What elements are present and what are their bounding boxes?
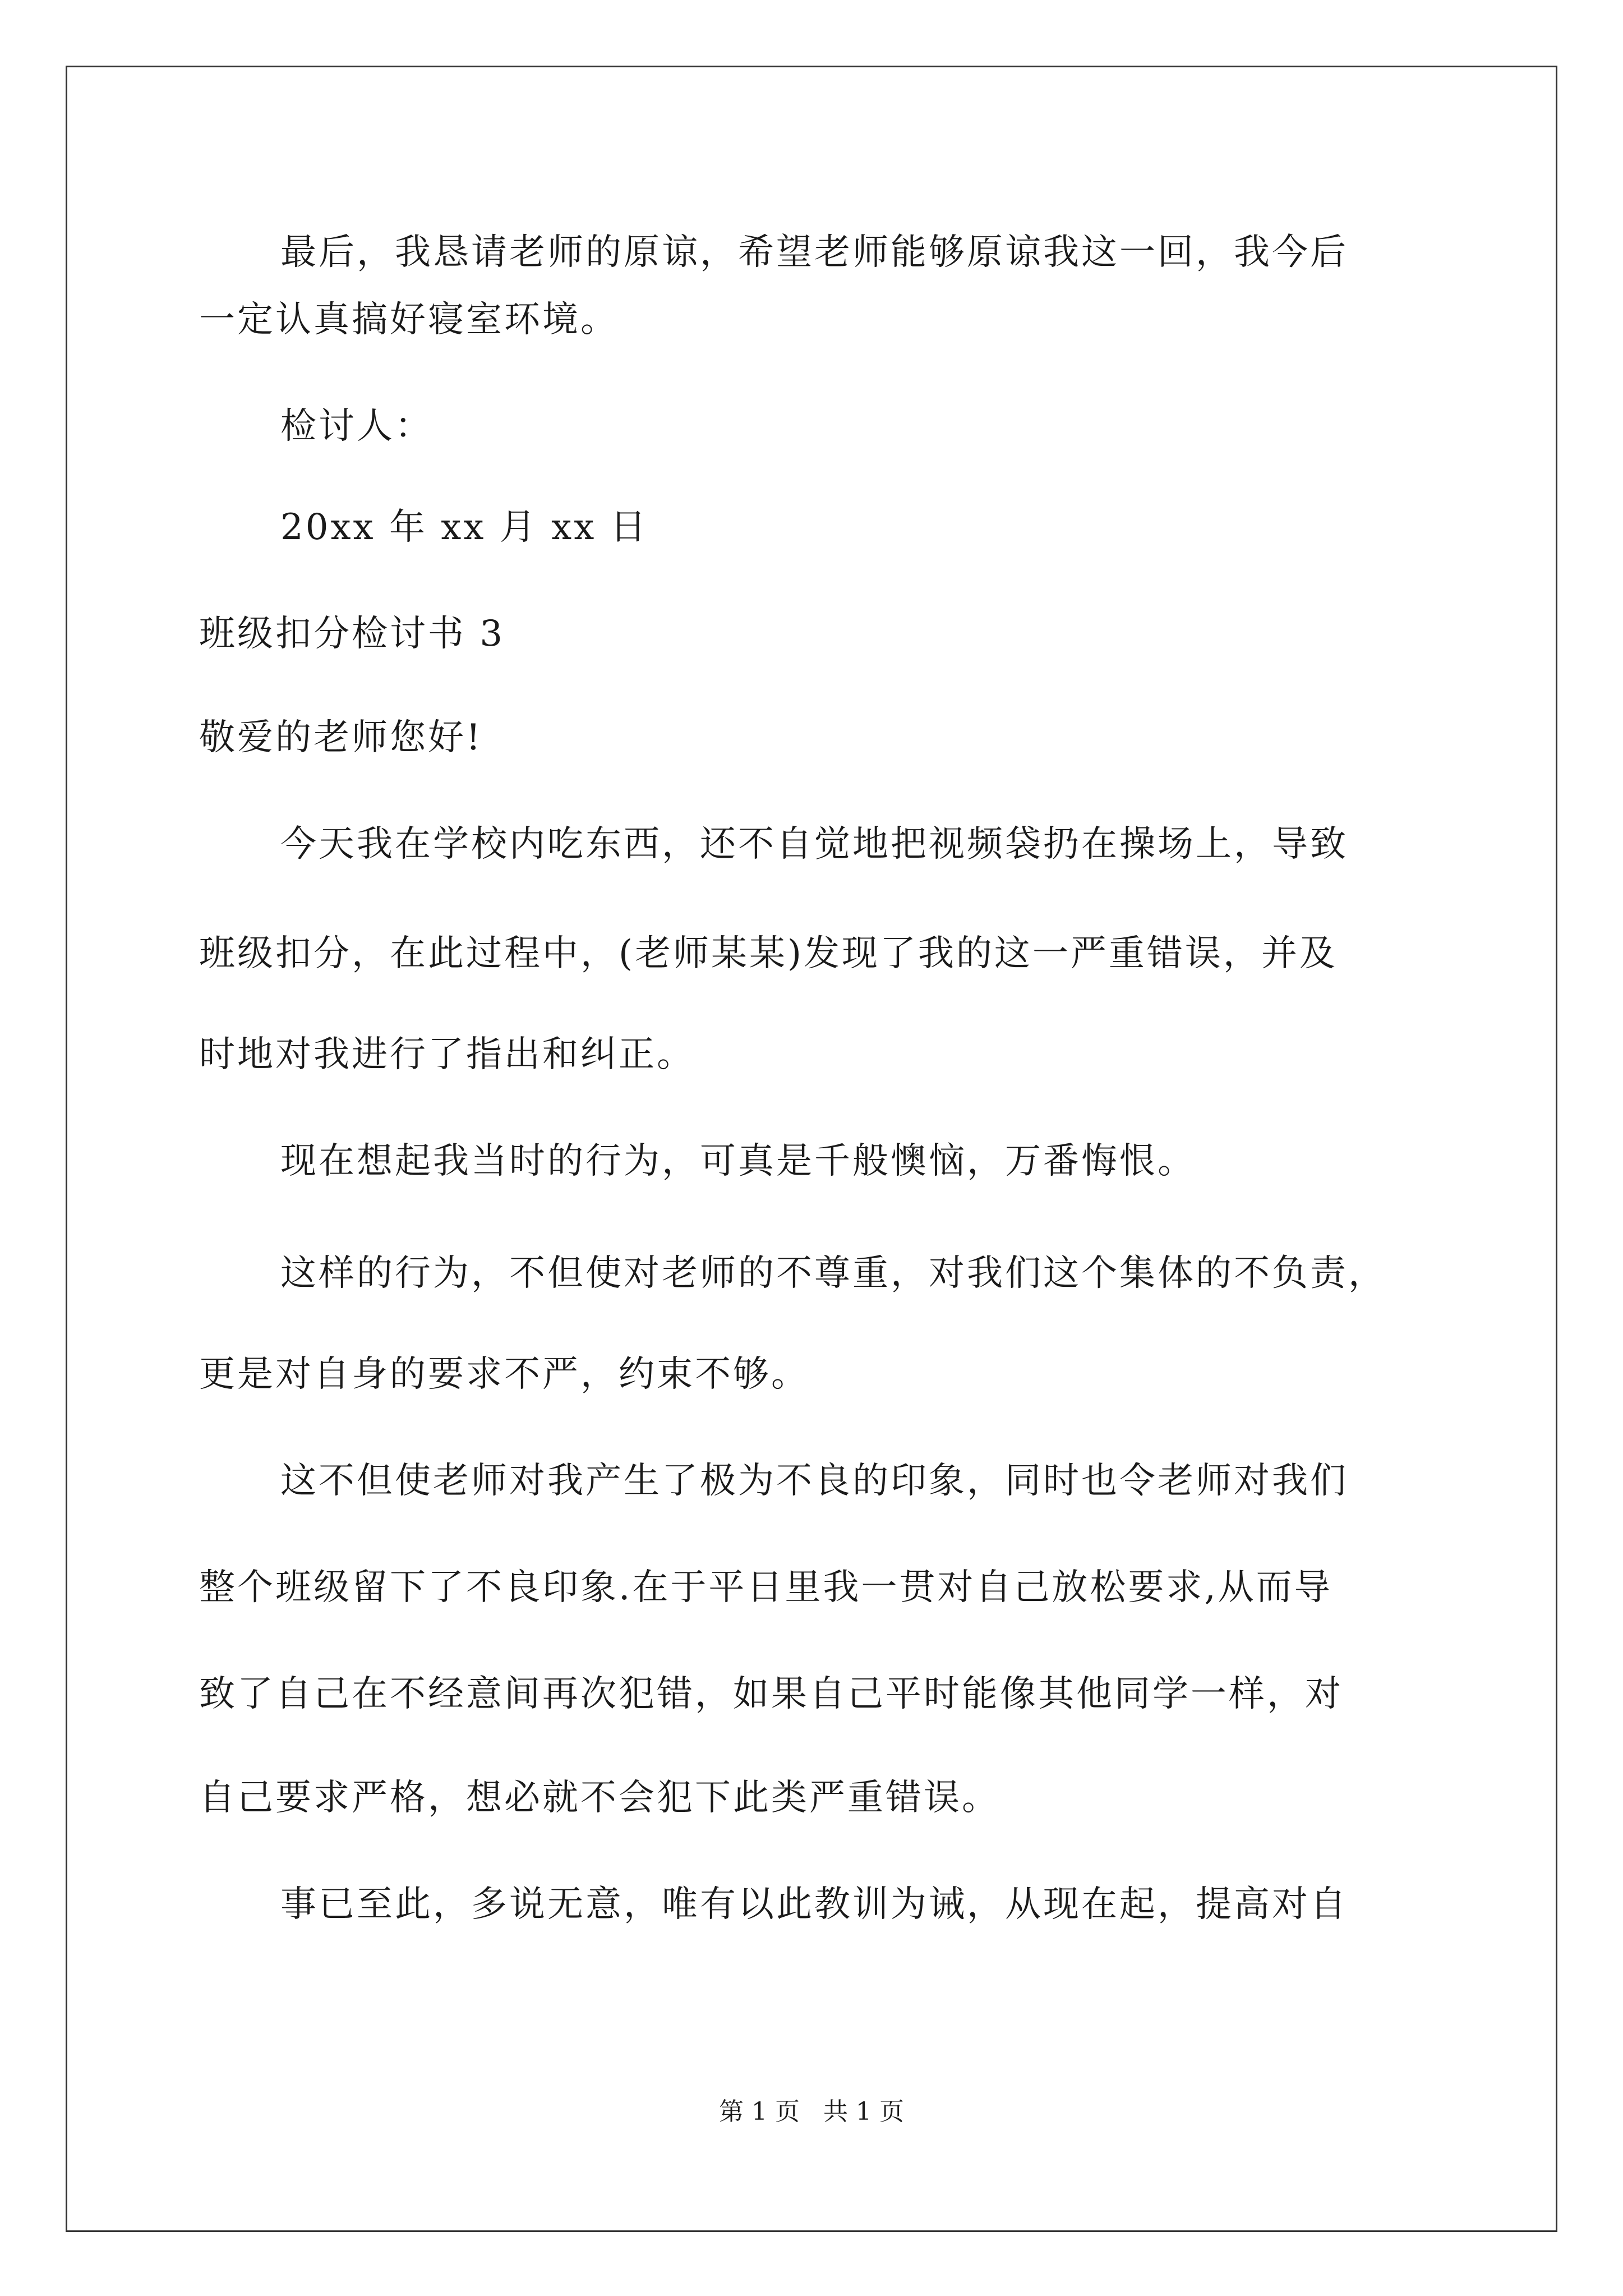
paragraph-line: 致了自己在不经意间再次犯错，如果自己平时能像其他同学一样，对: [199, 1673, 1343, 1715]
signature-label: 检讨人：: [280, 406, 433, 447]
paragraph-line: 现在想起我当时的行为，可真是千般懊恼，万番悔恨。: [280, 1140, 1196, 1182]
paragraph-line: 这不但使老师对我产生了极为不良的印象，同时也令老师对我们: [280, 1460, 1348, 1502]
page-number-footer: 第 1 页 共 1 页: [719, 2097, 904, 2126]
date-line: 20xx 年 xx 月 xx 日: [280, 507, 648, 548]
paragraph-line: 一定认真搞好寝室环境。: [199, 299, 619, 341]
paragraph-line: 自己要求严格，想必就不会犯下此类严重错误。: [199, 1777, 1000, 1819]
paragraph-line: 最后，我恳请老师的原谅，希望老师能够原谅我这一回，我今后: [280, 232, 1348, 273]
paragraph-line: 班级扣分，在此过程中，(老师某某)发现了我的这一严重错误，并及: [199, 933, 1338, 974]
paragraph-line: 今天我在学校内吃东西，还不自觉地把视频袋扔在操场上，导致: [280, 823, 1348, 865]
salutation: 敬爱的老师您好!: [199, 717, 483, 758]
paragraph-line: 更是对自身的要求不严，约束不够。: [199, 1354, 809, 1395]
section-title: 班级扣分检讨书 3: [199, 613, 505, 655]
paragraph-line: 事已至此，多说无意，唯有以此教训为诫，从现在起，提高对自: [280, 1884, 1348, 1925]
paragraph-line: 这样的行为，不但使对老师的不尊重，对我们这个集体的不负责，: [280, 1253, 1386, 1294]
paragraph-line: 时地对我进行了指出和纠正。: [199, 1034, 695, 1075]
paragraph-line: 整个班级留下了不良印象.在于平日里我一贯对自己放松要求,从而导: [199, 1567, 1332, 1608]
